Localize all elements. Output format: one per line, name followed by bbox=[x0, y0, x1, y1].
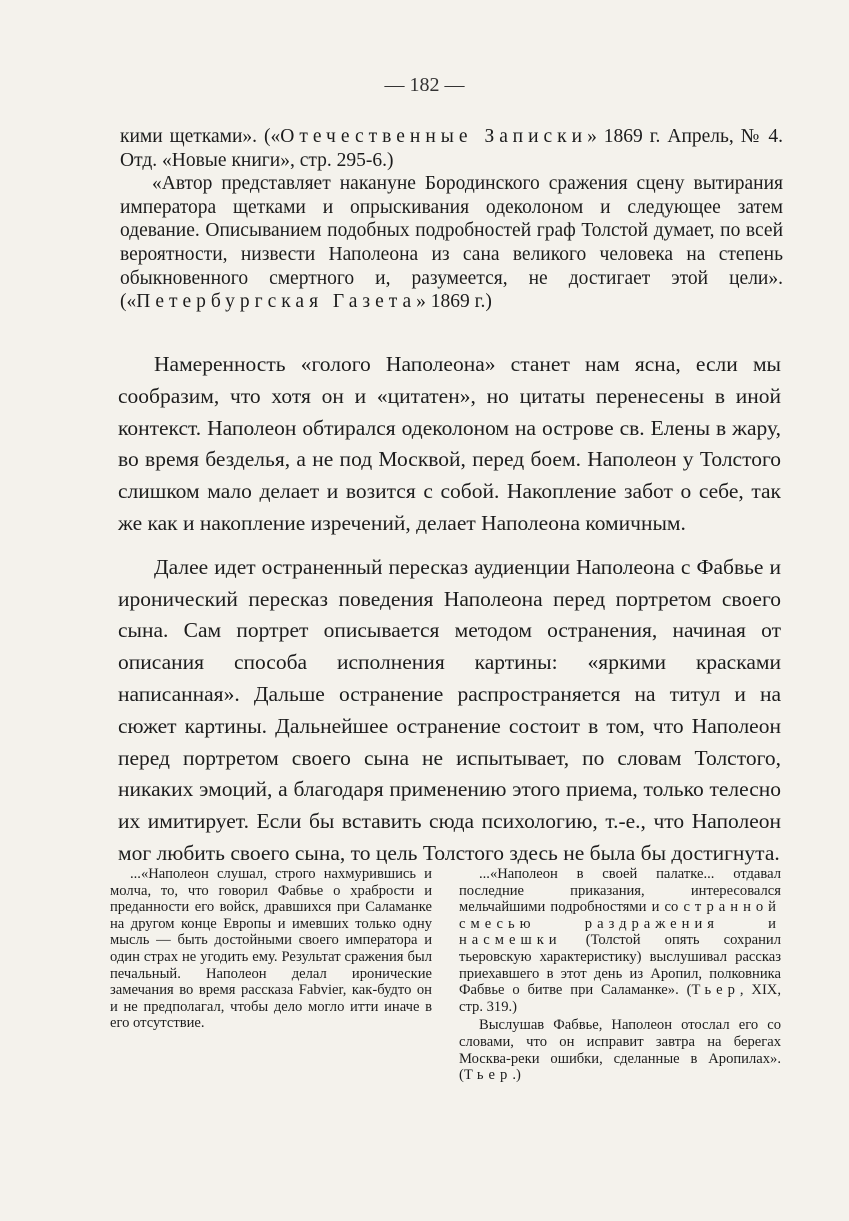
footnote-right-text-c: , XIX, стр. 319.) bbox=[459, 982, 781, 1015]
footnote-right-paragraph-1 bbox=[459, 866, 781, 1015]
footnote-right-text-a: ...«Наполеон в своей палатке... отдавал последние приказания, интересовался мельчайшими подробностями и со bbox=[459, 866, 781, 916]
footnote-right bbox=[459, 866, 781, 1084]
main-paragraph-1: Намеренность «голого Наполеона» станет нам ясна, если мы сообразим, что хотя он и «цитатен», но цитаты перенесены в иной контекст. Наполеон обтирался одеколоном на острове св. Елены в жару, во время безделья, а не под Москвой, перед боем. Наполеон у Толстого слишком мало делает и возится с собой. Накопление забот о себе, так же как и накопление изречений, делает Наполеона комичным. bbox=[118, 352, 781, 535]
quote-2-text-b: » 1869 г.) bbox=[416, 291, 492, 313]
footnote-left bbox=[110, 866, 432, 1032]
review-quote-2 bbox=[120, 172, 783, 314]
quote-1-source: Отечественные Записки bbox=[280, 126, 588, 147]
footnote-right-author: Тьер bbox=[691, 982, 740, 999]
footnote-right-p2-text-b: .) bbox=[512, 1067, 521, 1084]
review-quote-1 bbox=[120, 125, 783, 172]
quote-1-text-a: кими щетками». (« bbox=[120, 126, 281, 147]
main-text bbox=[118, 349, 781, 870]
footnote-right-p2-author: Тьер bbox=[463, 1067, 513, 1084]
footnote-right-paragraph-2 bbox=[459, 1017, 781, 1083]
footnote-right-text-b: (Толстой опять сохранил тьеровскую характеристику) выслушивал рассказ приехавшего в этот день из Аропил, полковника Фабвье о битве при Саламанке». ( bbox=[459, 932, 781, 999]
quote-2-source: Петербургская Газета bbox=[136, 291, 417, 313]
quote-1-text-b: » 1869 г. Апрель, № 4. Отд. «Новые книги», стр. 295-6.) bbox=[120, 126, 783, 171]
page-number: — 182 — bbox=[384, 74, 465, 96]
quote-2-text-a: «Автор представляет накануне Бородинского сражения сцену вытирания императора щетками и опрыскивания одеколоном и следующее затем одевание. Описыванием подобных подробностей граф Толстой думает, по всей вероятности, низвести Наполеона из сана великого человека на степень обыкновенного смертного и, разумеется, не достигает этой цели». (« bbox=[120, 173, 783, 313]
footnote-right-spaced: странной смесью раздражения и насмешки bbox=[459, 899, 781, 949]
footnote-left-text: ...«Наполеон слушал, строго нахмурившись и молча, то, что говорил Фабвье о храбрости и преданности его войск, дравшихся при Саламанке на другом конце Европы и имевших только одну мысль — быть достойными своего императора и один страх не угодить ему. Результат сражения был печальный. Наполеон делал иронические замечания во время рассказа Fabvier, как-будто он и не предполагал, чтобы дело могло итти иначе в его отсутствие. bbox=[110, 866, 432, 1032]
main-paragraph-2: Далее идет остраненный пересказ аудиенции Наполеона с Фабвье и иронический пересказ поведения Наполеона перед портретом своего сына. Сам портрет описывается методом остранения, начиная от описания способа исполнения картины: «яркими красками написанная». Дальше остранение распространяется на титул и на сюжет картины. Дальнейшее остранение состоит в том, что Наполеон перед портретом своего сына не испытывает, по словам Толстого, никаких эмоций, а благодаря применению этого приема, только телесно их имитирует. Если бы вставить сюда психологию, т.-е., что Наполеон мог любить своего сына, то цель Толстого здесь не была бы достигнута. bbox=[118, 554, 781, 865]
footnote-right-p2-text-a: Выслушав Фабвье, Наполеон отослал его со словами, что он исправит завтра на берегах Москва-реки ошибки, сделанные в Аропилах». ( bbox=[459, 1017, 781, 1084]
review-quotes bbox=[120, 125, 783, 314]
